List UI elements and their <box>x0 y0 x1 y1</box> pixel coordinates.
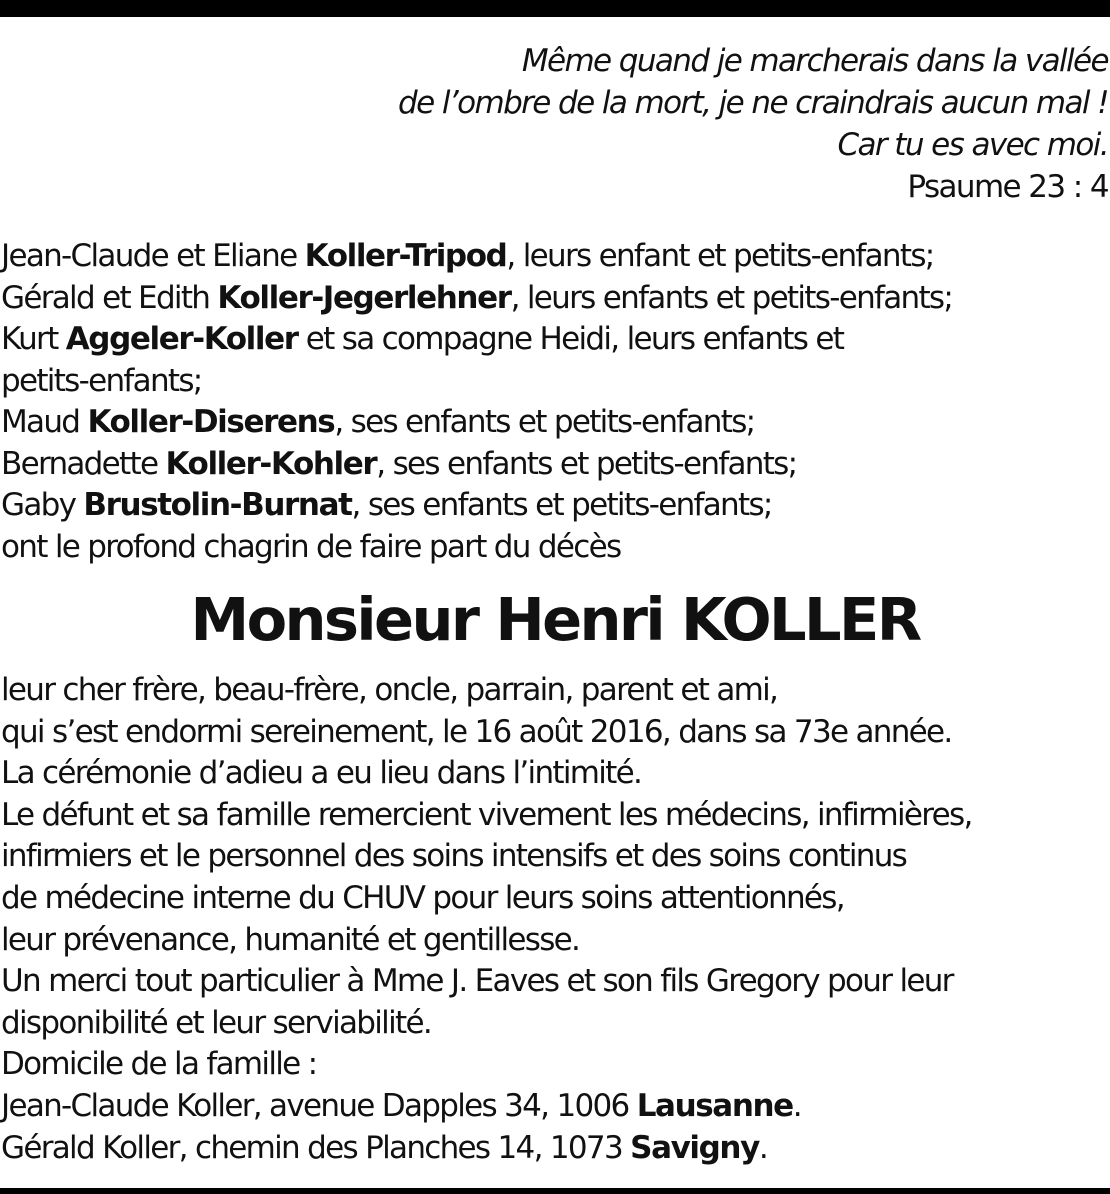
address-city: Savigny <box>630 1129 759 1166</box>
body-line: qui s’est endormi sereinement, le 16 août 2016, dans sa 73e année. <box>1 713 952 750</box>
family-name: Koller-Diserens <box>87 404 335 440</box>
announcement-text: ont le profond chagrin de faire part du décès <box>1 528 621 565</box>
family-line <box>1 278 1106 320</box>
body-line: La cérémonie d’adieu a eu lieu dans l’intimité. <box>1 755 642 792</box>
family-line-suffix: , leurs enfant et petits-enfants; <box>506 238 934 274</box>
verse-line: Même quand je marcherais dans la vallée <box>521 43 1108 79</box>
body-line: leur prévenance, humanité et gentillesse. <box>1 921 580 958</box>
address-text: Gérald Koller, chemin des Planches 14, 1073 <box>1 1129 631 1166</box>
family-line-suffix: et sa compagne Heidi, leurs enfants et <box>297 321 844 357</box>
family-line <box>1 236 1106 278</box>
family-name: Koller-Jegerlehner <box>217 279 511 316</box>
body-line: Un merci tout particulier à Mme J. Eaves et son fils Gregory pour leur <box>1 963 953 1000</box>
verse-line: Car tu es avec moi. <box>837 127 1108 163</box>
body-line: Domicile de la famille : <box>1 1046 317 1083</box>
family-name: Koller-Tripod <box>304 238 507 274</box>
family-line-prefix: Gaby <box>1 487 84 523</box>
notice-body <box>1 670 1106 1169</box>
psalm-verse <box>208 40 1108 208</box>
verse-reference: Psaume 23 : 4 <box>907 169 1108 205</box>
address-suffix: . <box>792 1087 801 1124</box>
address-city: Lausanne <box>636 1087 793 1124</box>
family-line <box>1 402 1106 444</box>
address-line <box>1 1128 1106 1170</box>
family-line-prefix: Bernadette <box>1 445 166 482</box>
deceased-name: Monsieur Henri KOLLER <box>190 585 920 654</box>
family-line-prefix: Kurt <box>1 321 66 357</box>
family-line-prefix: Gérald et Edith <box>1 279 218 316</box>
body-line: disponibilité et leur serviabilité. <box>1 1004 431 1041</box>
family-line-suffix: , ses enfants et petits-enfants; <box>351 487 772 523</box>
body-line: de médecine interne du CHUV pour leurs soins attentionnés, <box>1 879 844 916</box>
address-text: Jean-Claude Koller, avenue Dapples 34, 1006 <box>1 1087 637 1124</box>
address-line <box>1 1086 1106 1128</box>
body-line: infirmiers et le personnel des soins intensifs et des soins continus <box>1 838 907 875</box>
family-name: Koller-Kohler <box>165 445 377 482</box>
family-line <box>1 319 1106 361</box>
verse-line: de l’ombre de la mort, je ne craindrais aucun mal ! <box>398 85 1108 121</box>
body-line: Le défunt et sa famille remercient vivement les médecins, infirmières, <box>1 796 972 833</box>
bottom-rule <box>0 1188 1110 1194</box>
address-suffix: . <box>758 1129 768 1166</box>
family-line-continuation: petits-enfants; <box>1 362 202 399</box>
family-line <box>1 485 1106 527</box>
family-name: Brustolin-Burnat <box>83 487 352 523</box>
family-line-suffix: , ses enfants et petits-enfants; <box>334 404 755 440</box>
family-line-prefix: Maud <box>1 404 88 440</box>
family-line-suffix: , ses enfants et petits-enfants; <box>376 445 797 482</box>
top-rule <box>0 0 1110 17</box>
family-line-prefix: Jean-Claude et Eliane <box>1 238 305 274</box>
family-line <box>1 444 1106 486</box>
family-line-suffix: , leurs enfants et petits-enfants; <box>510 279 953 316</box>
family-list <box>1 236 1106 568</box>
family-name: Aggeler-Koller <box>65 321 298 357</box>
body-line: leur cher frère, beau-frère, oncle, parrain, parent et ami, <box>1 672 778 708</box>
